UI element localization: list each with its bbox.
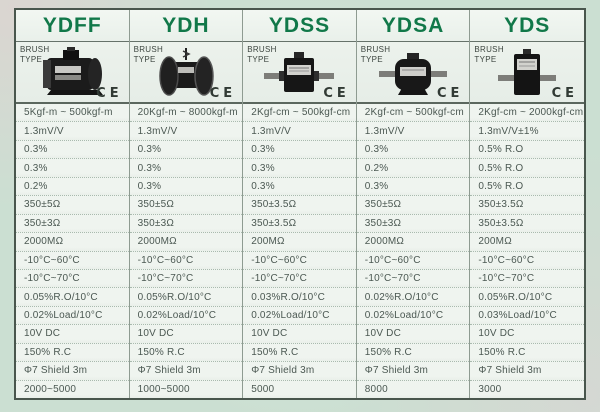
spec-output-resistance: 350±3Ω [357,215,470,233]
spec-capacity: 5Kgf-m ~ 500kgf-m [16,104,129,122]
spec-temp-effect-zero: 0.05%R.O/10°C [16,288,129,306]
spec-output-resistance: 350±3Ω [16,215,129,233]
spec-rated-output: 1.3mV/V [357,122,470,140]
spec-repeatability: 0.2% [16,178,129,196]
spec-nonlinearity: 0.3% [357,141,470,159]
spec-insulation-resistance: 2000MΩ [16,233,129,251]
spec-operating-temp: -10°C~70°C [16,270,129,288]
spec-excitation: 10V DC [243,325,356,343]
spec-max-rpm: 5000 [243,381,356,398]
spec-cable: Φ7 Shield 3m [357,362,470,380]
spec-temp-effect-zero: 0.05%R.O/10°C [130,288,243,306]
spec-input-resistance: 350±5Ω [16,196,129,214]
spec-input-resistance: 350±3.5Ω [470,196,584,214]
spec-capacity: 2Kgf-cm ~ 500kgf-cm [243,104,356,122]
spec-temp-effect-load: 0.02%Load/10°C [243,307,356,325]
image-cell-yds [470,42,584,104]
spec-overload: 150% R.C [243,344,356,362]
spec-input-resistance: 350±5Ω [357,196,470,214]
brush-type-label: BRUSH TYPE [474,45,504,64]
spec-max-rpm: 1000~5000 [130,381,243,398]
image-cell-ydsa [357,42,470,104]
spec-max-rpm: 3000 [470,381,584,398]
spec-compensated-temp: -10°C~60°C [130,252,243,270]
model-name-ydss: YDSS [243,10,356,42]
image-cell-ydh [130,42,243,104]
spec-repeatability: 0.3% [130,178,243,196]
spec-operating-temp: -10°C~70°C [243,270,356,288]
model-name-ydsa: YDSA [357,10,470,42]
image-cell-ydff [16,42,129,104]
spec-insulation-resistance: 200MΩ [243,233,356,251]
spec-cable: Φ7 Shield 3m [16,362,129,380]
spec-overload: 150% R.C [16,344,129,362]
spec-repeatability: 0.3% [243,178,356,196]
column-ydss [243,10,357,398]
spec-nonlinearity: 0.5% R.O [470,141,584,159]
spec-repeatability: 0.3% [357,178,470,196]
spec-overload: 150% R.C [470,344,584,362]
spec-output-resistance: 350±3Ω [130,215,243,233]
spec-insulation-resistance: 200MΩ [470,233,584,251]
brush-type-label: BRUSH TYPE [360,45,391,64]
ce-mark-icon: CE [436,85,464,102]
column-ydsa [357,10,471,398]
brush-type-label: BRUSH TYPE [133,45,164,64]
spec-rated-output: 1.3mV/V [243,122,356,140]
model-name-ydff: YDFF [16,10,129,42]
spec-hysteresis: 0.5% R.O [470,159,584,177]
brush-type-label: BRUSH TYPE [20,45,50,64]
spec-excitation: 10V DC [130,325,243,343]
spec-output-resistance: 350±3.5Ω [243,215,356,233]
spec-nonlinearity: 0.3% [16,141,129,159]
spec-rated-output: 1.3mV/V [16,122,129,140]
ce-mark-icon: CE [551,85,578,102]
spec-overload: 150% R.C [130,344,243,362]
spec-compensated-temp: -10°C~60°C [357,252,470,270]
spec-capacity: 20Kgf-m ~ 8000kgf-m [130,104,243,122]
ce-mark-icon: CE [96,85,123,102]
spec-compensated-temp: -10°C~60°C [16,252,129,270]
spec-input-resistance: 350±3.5Ω [243,196,356,214]
torque-sensor-spec-table [14,8,586,400]
spec-temp-effect-zero: 0.03%R.O/10°C [243,288,356,306]
spec-temp-effect-load: 0.02%Load/10°C [357,307,470,325]
spec-temp-effect-zero: 0.02%R.O/10°C [357,288,470,306]
spec-excitation: 10V DC [470,325,584,343]
spec-compensated-temp: -10°C~60°C [470,252,584,270]
spec-cable: Φ7 Shield 3m [470,362,584,380]
ce-mark-icon: CE [323,85,350,102]
spec-insulation-resistance: 2000MΩ [357,233,470,251]
model-name-yds: YDS [470,10,584,42]
spec-hysteresis: 0.2% [357,159,470,177]
model-name-ydh: YDH [130,10,243,42]
spec-nonlinearity: 0.3% [243,141,356,159]
spec-temp-effect-zero: 0.05%R.O/10°C [470,288,584,306]
brush-type-label: BRUSH TYPE [247,45,277,64]
column-yds [470,10,584,398]
spec-excitation: 10V DC [16,325,129,343]
spec-excitation: 10V DC [357,325,470,343]
spec-repeatability: 0.5% R.O [470,178,584,196]
spec-cable: Φ7 Shield 3m [130,362,243,380]
spec-temp-effect-load: 0.02%Load/10°C [130,307,243,325]
spec-overload: 150% R.C [357,344,470,362]
spec-nonlinearity: 0.3% [130,141,243,159]
spec-rated-output: 1.3mV/V [130,122,243,140]
spec-capacity: 2Kgf-cm ~ 500kgf-cm [357,104,470,122]
spec-operating-temp: -10°C~70°C [470,270,584,288]
spec-hysteresis: 0.3% [16,159,129,177]
column-ydh [130,10,244,398]
image-cell-ydss [243,42,356,104]
spec-rated-output: 1.3mV/V±1% [470,122,584,140]
spec-max-rpm: 2000~5000 [16,381,129,398]
ce-mark-icon: CE [209,85,237,102]
spec-cable: Φ7 Shield 3m [243,362,356,380]
spec-temp-effect-load: 0.02%Load/10°C [16,307,129,325]
spec-operating-temp: -10°C~70°C [357,270,470,288]
spec-temp-effect-load: 0.03%Load/10°C [470,307,584,325]
spec-operating-temp: -10°C~70°C [130,270,243,288]
column-ydff [16,10,130,398]
spec-hysteresis: 0.3% [130,159,243,177]
spec-max-rpm: 8000 [357,381,470,398]
spec-insulation-resistance: 2000MΩ [130,233,243,251]
spec-output-resistance: 350±3.5Ω [470,215,584,233]
spec-compensated-temp: -10°C~60°C [243,252,356,270]
spec-hysteresis: 0.3% [243,159,356,177]
spec-capacity: 2Kgf-cm ~ 2000kgf-cm [470,104,584,122]
spec-input-resistance: 350±5Ω [130,196,243,214]
